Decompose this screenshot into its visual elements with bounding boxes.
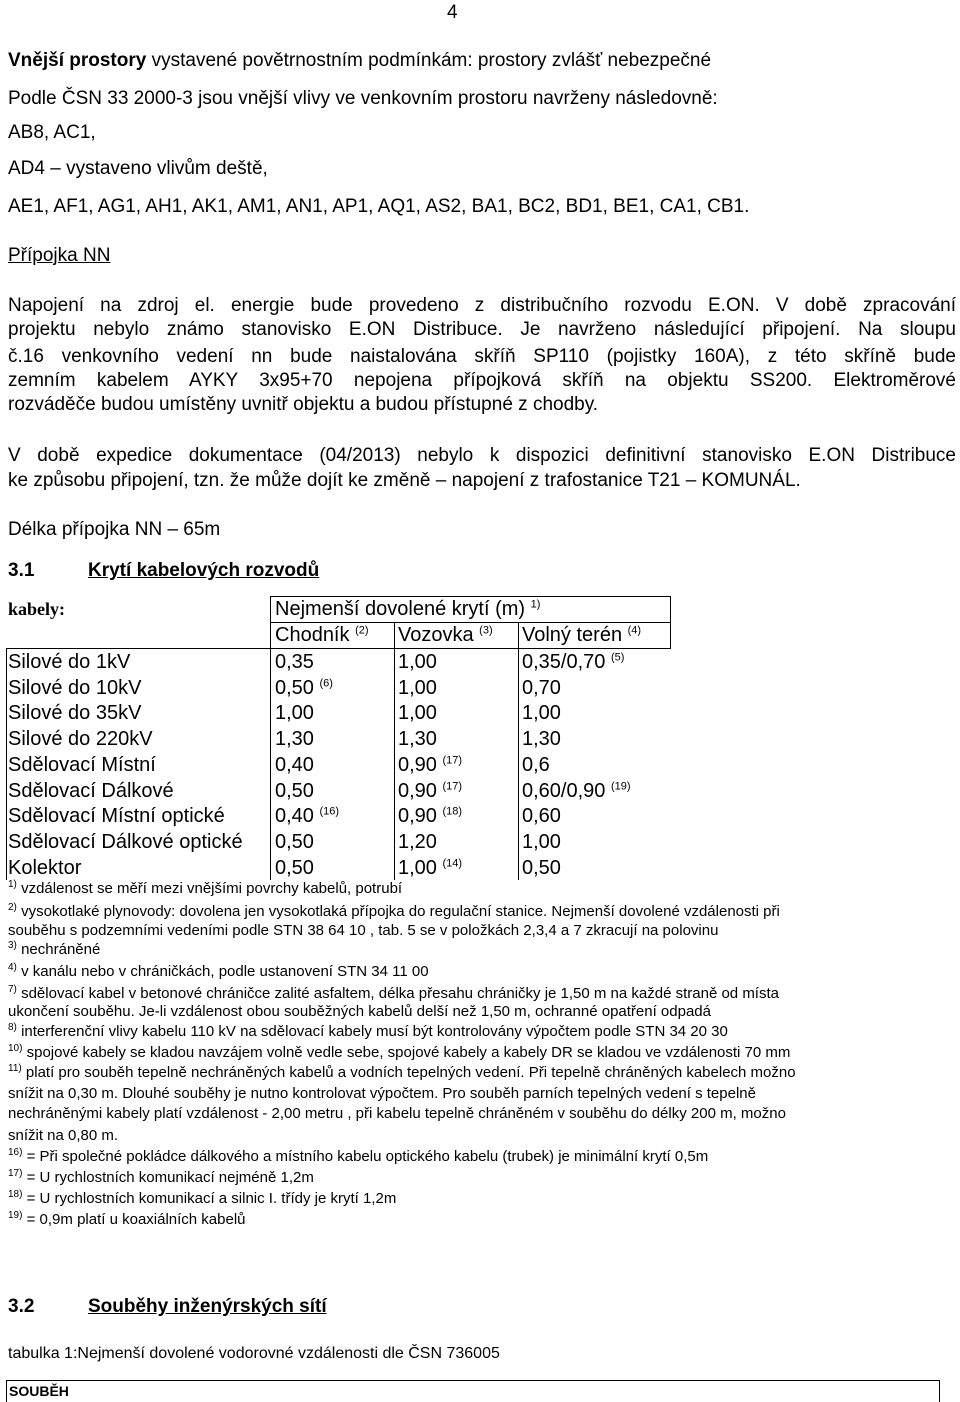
table-cell <box>275 676 333 700</box>
table-cell <box>522 779 631 803</box>
cell-value: 1,00 <box>398 856 437 879</box>
table-cell <box>398 779 462 803</box>
table-corner: kabely: <box>8 599 66 619</box>
pripojka-p1-l1: Napojení na zdroj el. energie bude provedeno z distribučního rozvodu E.ON. V době zpracování <box>8 295 956 316</box>
table-rule <box>270 596 271 880</box>
table-cell <box>398 830 437 854</box>
footnote-line <box>8 1003 711 1021</box>
col-header-vozovka <box>398 623 493 647</box>
header-main-text: Nejmenší dovolené krytí (m) <box>275 598 526 620</box>
footnote-mark: 3) <box>8 940 17 951</box>
footnote-mark: 16) <box>8 1147 23 1158</box>
cell-value: 1,30 <box>398 728 437 751</box>
cell-value: 0,90 <box>398 779 437 802</box>
cell-value: 0,90 <box>398 805 437 828</box>
table-cell <box>275 727 314 751</box>
cell-value: 0,50 <box>275 830 314 853</box>
footnote-line <box>8 880 402 898</box>
footnote-text: sdělovací kabel v betonové chráničce zalité asfaltem, délka přesahu chráničky je 1,50 m na každé straně od místa <box>21 985 779 1002</box>
table-cell <box>522 727 561 751</box>
cell-value: 0,6 <box>522 753 550 776</box>
cell-value: 0,60/0,90 <box>522 779 606 802</box>
table-cell <box>398 701 437 725</box>
table-rule <box>518 622 519 880</box>
footnote-text: spojové kabely se kladou navzájem volně vedle sebe, spojové kabely a kabely DR se kladou ve vzdálenosti 70 mm <box>26 1044 791 1061</box>
cell-value: 1,30 <box>275 728 314 751</box>
footnote-line <box>8 922 718 940</box>
table-cell <box>522 804 561 828</box>
footnote-mark: 8) <box>8 1022 17 1033</box>
col-header-chodnik <box>275 623 369 647</box>
pripojka-p1-l3: č.16 venkovního vedení nn bude naistalována skříň SP110 (pojistky 160A), z této skříně bude <box>8 346 956 367</box>
table2-top-rule <box>6 1380 940 1381</box>
table2-header: SOUBĚH <box>9 1383 69 1399</box>
table-cell <box>275 856 314 880</box>
table-row-label: Sdělovací Dálkové <box>8 779 174 802</box>
footnote-mark: 11) <box>8 1063 22 1074</box>
table2-caption: tabulka 1:Nejmenší dovolené vodorovné vzdálenosti dle ČSN 736005 <box>8 1345 500 1362</box>
footnote-mark: 19) <box>8 1210 23 1221</box>
col-header-volny-teren <box>522 623 641 647</box>
col-header-label: Chodník <box>275 624 350 646</box>
table-row-label: Sdělovací Místní <box>8 753 156 776</box>
cell-footnote-mark: (17) <box>442 779 463 792</box>
table-cell <box>275 753 314 777</box>
footnote-line <box>8 1190 396 1208</box>
pripojka-p2-l1: V době expedice dokumentace (04/2013) nebylo k dispozici definitivní stanovisko E.ON Distribuce <box>8 445 956 466</box>
pripojka-p1-l5: rozváděče budou umístěny uvnitř objektu a budou přístupné z chodby. <box>8 394 599 415</box>
footnote-line <box>8 903 780 921</box>
footnote-text: snížit na 0,30 m. Dlouhé souběhy je nutno kontrolovat výpočtem. Pro souběh parních tepelných vedení s tepelně <box>8 1085 756 1102</box>
footnote-text: = U rychlostních komunikací a silnic I. třídy je krytí 1,2m <box>26 1190 397 1207</box>
table-row-label: Silové do 35kV <box>8 702 142 725</box>
footnote-line <box>8 1044 790 1062</box>
cell-value: 0,60 <box>522 805 561 828</box>
table-cell <box>522 830 561 854</box>
table-cell <box>275 779 314 803</box>
cell-footnote-mark: (19) <box>610 779 631 792</box>
table-cell <box>275 804 339 828</box>
cell-value: 0,35/0,70 <box>522 651 606 673</box>
heading-rest: vystavené povětrnostním podmínkám: prostory zvlášť nebezpečné <box>146 50 712 71</box>
footnote-mark: 1) <box>8 879 17 890</box>
cell-value: 0,50 <box>275 856 314 879</box>
cell-value: 1,30 <box>522 728 561 751</box>
footnote-line <box>8 1169 314 1187</box>
footnote-text: souběhu s podzemními vedeními podle STN 38 64 10 , tab. 5 se v položkách 2,3,4 a 7 zkracují na polovinu <box>8 922 719 939</box>
cell-value: 0,90 <box>398 753 437 776</box>
cell-value: 0,50 <box>275 676 314 699</box>
cell-footnote-mark: (16) <box>319 805 340 818</box>
table-rule <box>670 596 671 648</box>
footnote-line <box>8 1023 728 1041</box>
cell-value: 1,00 <box>522 702 561 725</box>
footnote-text: platí pro souběh tepelně nechráněných kabelů a vodních tepelných vedení. Při tepelně chráněných kabelech možno <box>25 1064 796 1081</box>
table2-right-rule <box>939 1380 940 1402</box>
footnote-line <box>8 1148 708 1166</box>
footnote-line <box>8 1085 756 1103</box>
table-rule <box>6 648 7 880</box>
table-row-label: Kolektor <box>8 856 82 879</box>
cell-value: 0,40 <box>275 753 314 776</box>
footnote-line <box>8 1127 118 1145</box>
footnote-text: vzdálenost se měří mezi vnějšími povrchy kabelů, potrubí <box>21 880 403 897</box>
section-3-2-number: 3.2 <box>8 1296 35 1317</box>
col-header-sup: (3) <box>479 624 493 637</box>
section-3-1-number: 3.1 <box>8 560 35 581</box>
table-cell <box>398 676 437 700</box>
intro-line-3: AB8, AC1, <box>8 122 96 143</box>
col-header-sup: (4) <box>627 624 642 637</box>
col-header-label: Vozovka <box>398 624 474 646</box>
footnote-line <box>8 1211 246 1229</box>
footnote-mark: 18) <box>8 1189 23 1200</box>
header-main-sup: 1) <box>530 598 541 611</box>
table-cell <box>522 676 561 700</box>
cell-value: 0,50 <box>522 856 561 879</box>
intro-line-2: Podle ČSN 33 2000-3 jsou vnější vlivy ve venkovním prostoru navrženy následovně: <box>8 88 718 109</box>
table-rule <box>6 648 671 649</box>
table-rule <box>270 596 671 597</box>
table-cell <box>398 727 437 751</box>
table-row-label: Silové do 220kV <box>8 728 153 751</box>
cell-value: 0,50 <box>275 779 314 802</box>
footnote-text: v kanálu nebo v chráničkách, podle ustanovení STN 34 11 00 <box>21 963 429 980</box>
footnote-line <box>8 1064 796 1082</box>
table-cell <box>522 753 550 777</box>
footnote-text: nechráněnými kabely platí vzdálenost - 2,00 metru , při kabelu tepelně chráněném v souběhu do délky 200 m, možno <box>8 1105 786 1122</box>
footnote-text: snížit na 0,80 m. <box>8 1127 119 1144</box>
intro-line-4: AD4 – vystaveno vlivům deště, <box>8 158 268 179</box>
footnote-mark: 4) <box>8 962 17 973</box>
cell-value: 0,35 <box>275 651 314 673</box>
footnote-mark: 7) <box>8 984 17 995</box>
footnote-text: interferenční vlivy kabelu 110 kV na sdělovací kabely musí být kontrolovány výpočtem podle STN 34 20 30 <box>21 1023 728 1040</box>
table-cell <box>275 830 314 854</box>
col-header-label: Volný terén <box>522 624 623 646</box>
cell-value: 0,70 <box>522 676 561 699</box>
table-rule <box>394 622 395 880</box>
footnote-text: = 0,9m platí u koaxiálních kabelů <box>26 1211 246 1228</box>
footnote-line <box>8 963 429 981</box>
footnote-text: = U rychlostních komunikací nejméně 1,2m <box>26 1169 314 1186</box>
footnote-line <box>8 941 100 959</box>
pripojka-p2-l2: ke způsobu připojení, tzn. že může dojít ke změně – napojení z trafostanice T21 – KOMUNÁL. <box>8 470 801 491</box>
intro-line-5: AE1, AF1, AG1, AH1, AK1, AM1, AN1, AP1, AQ1, AS2, BA1, BC2, BD1, BE1, CA1, CB1. <box>8 196 750 217</box>
cell-value: 1,00 <box>398 676 437 699</box>
cell-value: 0,40 <box>275 805 314 828</box>
table-cell <box>398 650 437 674</box>
table-row-label: Sdělovací Dálkové optické <box>8 830 243 853</box>
cell-value: 1,20 <box>398 830 437 853</box>
footnote-mark: 10) <box>8 1043 23 1054</box>
pripojka-p1-l4: zemním kabelem AYKY 3x95+70 nepojena přípojková skříň na objektu SS200. Elektroměrové <box>8 370 956 391</box>
table-row-label: Silové do 10kV <box>8 676 142 699</box>
page-number: 4 <box>447 2 458 23</box>
cell-value: 1,00 <box>398 702 437 725</box>
heading-bold: Vnější prostory <box>8 50 147 71</box>
footnote-text: = Při společné pokládce dálkového a místního kabelu optického kabelu (trubek) je minimální krytí 0,5m <box>26 1148 709 1165</box>
col-header-sup: (2) <box>355 624 369 637</box>
footnote-line <box>8 985 779 1003</box>
table-header-main <box>275 597 540 621</box>
table-cell <box>398 856 462 880</box>
table-cell <box>275 650 314 674</box>
table-row-label: Sdělovací Místní optické <box>8 805 225 828</box>
pripojka-p1-l2: projektu nebylo známo stanovisko E.ON Distribuce. Je navrženo následující připojení. Na sloupu <box>8 319 956 340</box>
table-cell <box>275 701 314 725</box>
cell-value: 1,00 <box>522 830 561 853</box>
cell-footnote-mark: (5) <box>610 651 625 664</box>
table-rule <box>270 622 671 623</box>
cell-footnote-mark: (6) <box>319 677 333 690</box>
cell-footnote-mark: (18) <box>442 805 463 818</box>
section-3-1-title: Krytí kabelových rozvodů <box>88 560 320 581</box>
cell-footnote-mark: (14) <box>442 856 463 869</box>
pripojka-length: Délka přípojka NN – 65m <box>8 519 221 540</box>
table-cell <box>522 701 561 725</box>
table-row-label: Silové do 1kV <box>8 651 131 673</box>
footnote-mark: 2) <box>8 902 17 913</box>
footnote-text: vysokotlaké plynovody: dovolena jen vysokotlaká přípojka do regulační stanice. Nejmenší dovolené vzdálenosti při <box>21 903 780 920</box>
footnote-text: ukončení souběhu. Je-li vzdálenost obou souběžných kabelů delší než 1,50 m, ochranné opatření odpadá <box>8 1003 711 1020</box>
cell-value: 1,00 <box>398 651 437 673</box>
table-cell <box>522 650 624 674</box>
section-3-2-title: Souběhy inženýrských sítí <box>88 1296 327 1317</box>
table2-left-rule <box>6 1380 7 1402</box>
table-cell <box>398 753 462 777</box>
pripojka-title: Přípojka NN <box>8 245 111 266</box>
table-cell <box>522 856 561 880</box>
footnote-mark: 17) <box>8 1168 23 1179</box>
footnote-text: nechráněné <box>21 941 101 958</box>
cell-value: 1,00 <box>275 702 314 725</box>
footnote-line <box>8 1105 786 1123</box>
cell-footnote-mark: (17) <box>442 754 463 767</box>
table-cell <box>398 804 462 828</box>
